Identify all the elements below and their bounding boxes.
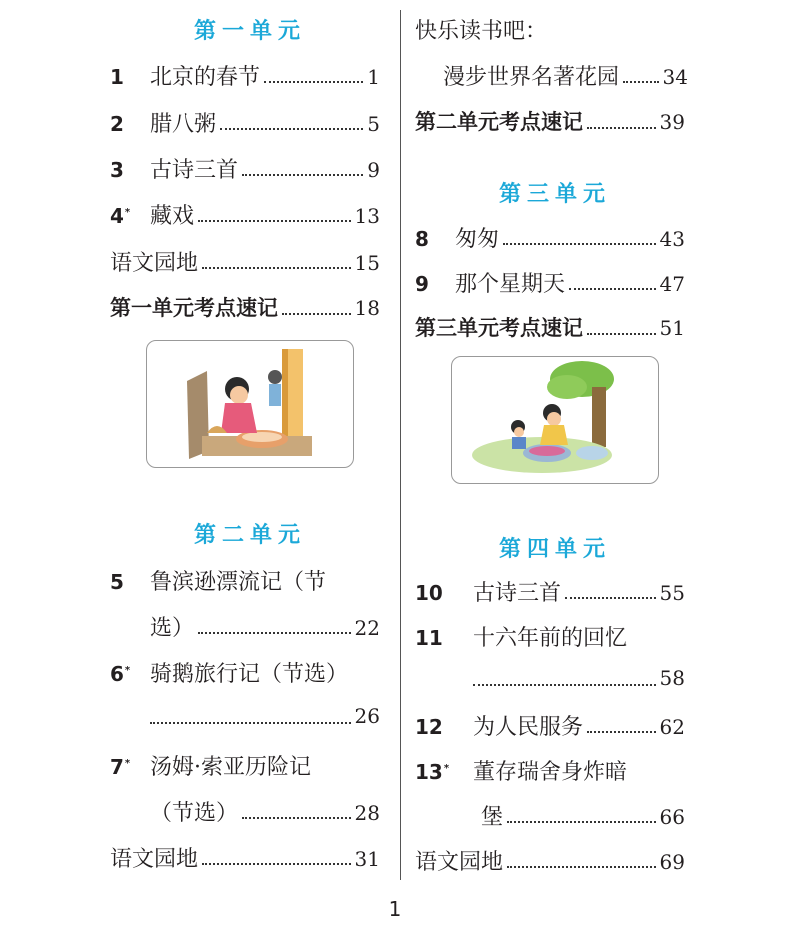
unit-2-title: 第二单元: [193, 523, 306, 548]
toc-entry-5-line2[interactable]: 选） 22: [150, 616, 380, 641]
toc-entry-1[interactable]: 1 北京的春节 1: [110, 65, 380, 90]
illustration-sunday-tree: [451, 356, 659, 484]
toc-entry-yuwen-2[interactable]: 语文园地 31: [110, 847, 380, 872]
kuaile-label: 快乐读书吧：: [415, 19, 548, 44]
toc-entry-kaodian-3[interactable]: 第三单元考点速记 51: [415, 316, 685, 340]
toc-entry-kaodian-1[interactable]: 第一单元考点速记 18: [110, 296, 380, 320]
toc-entry-7-line2[interactable]: （节选） 28: [150, 801, 380, 826]
unit-3-title: 第三单元: [498, 182, 611, 207]
toc-entry-11[interactable]: 11 十六年前的回忆: [415, 626, 628, 651]
toc-entry-yuwen-1[interactable]: 语文园地 15: [110, 251, 380, 276]
toc-entry-11-line2[interactable]: 58: [415, 666, 685, 690]
toc-entry-3[interactable]: 3 古诗三首 9: [110, 158, 380, 183]
toc-entry-10[interactable]: 10 古诗三首 55: [415, 581, 685, 606]
toc-entry-4[interactable]: 4* 藏戏 13: [110, 204, 380, 229]
toc-entry-13[interactable]: 13* 董存瑞舍身炸暗: [415, 760, 628, 785]
toc-entry-yuwen-4[interactable]: 语文园地 69: [415, 850, 685, 875]
unit-1-title: 第一单元: [193, 19, 306, 44]
toc-entry-kuaile[interactable]: 漫步世界名著花园 34: [443, 65, 688, 90]
toc-entry-13-line2[interactable]: 堡 66: [481, 805, 685, 830]
toc-entry-9[interactable]: 9 那个星期天 47: [415, 272, 685, 297]
toc-entry-12[interactable]: 12 为人民服务 62: [415, 715, 685, 740]
toc-entry-8[interactable]: 8 匆匆 43: [415, 227, 685, 252]
column-divider: [400, 10, 401, 880]
toc-entry-2[interactable]: 2 腊八粥 5: [110, 112, 380, 137]
toc-entry-7[interactable]: 7* 汤姆·索亚历险记: [110, 755, 311, 780]
toc-entry-6[interactable]: 6* 骑鹅旅行记（节选）: [110, 662, 349, 687]
unit-4-title: 第四单元: [498, 537, 611, 562]
toc-entry-5-line1[interactable]: 5 鲁滨逊漂流记（节: [110, 570, 327, 595]
page-number: 1: [388, 897, 402, 921]
illustration-laba-porridge: [146, 340, 354, 468]
toc-entry-kaodian-2[interactable]: 第二单元考点速记 39: [415, 110, 685, 134]
toc-entry-6-line2[interactable]: 26: [110, 704, 380, 728]
